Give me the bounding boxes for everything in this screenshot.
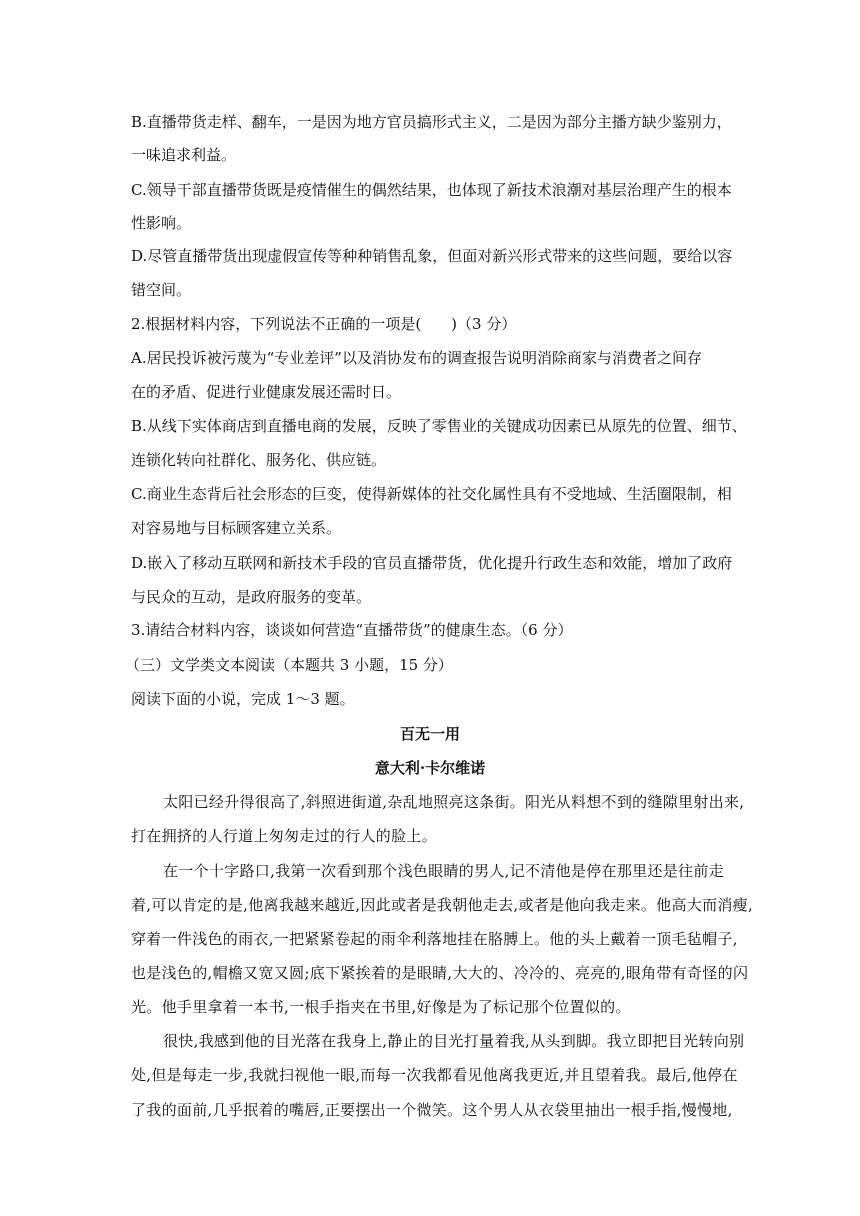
q1-option-b-line-2: 一味追求利益。	[131, 146, 237, 164]
story-p2-line-3: 穿着一件浅色的雨衣,一把紧紧卷起的雨伞利落地挂在胳膊上。他的头上戴着一顶毛毡帽子,	[131, 930, 738, 948]
q2-option-a-line-2: 在的矛盾、促进行业健康发展还需时日。	[131, 383, 402, 401]
q2-option-a-line-1: A.居民投诉被污蔑为“专业差评”以及消协发布的调查报告说明消除商家与消费者之间存	[131, 349, 702, 367]
q2-option-d-line-2: 与民众的互动，是政府服务的变革。	[131, 588, 372, 606]
q2-option-d-line-1: D.嵌入了移动互联网和新技术手段的官员直播带货，优化提升行政生态和效能，增加了政府	[131, 554, 733, 572]
story-p1-line-1: 太阳已经升得很高了,斜照进街道,杂乱地照亮这条街。阳光从料想不到的缝隙里射出来,	[163, 793, 745, 811]
story-author: 意大利·卡尔维诺	[374, 759, 486, 777]
q1-option-d-line-1: D.尽管直播带货出现虚假宣传等种种销售乱象，但面对新兴形式带来的这些问题，要给以容	[131, 247, 733, 265]
q1-option-c-line-2: 性影响。	[131, 214, 192, 232]
story-p3-line-3: 了我的面前,几乎抿着的嘴唇,正要摆出一个微笑。这个男人从衣袋里抽出一根手指,慢慢地,	[131, 1101, 733, 1119]
story-p2-line-2: 着,可以肯定的是,他离我越来越近,因此或者是我朝他走去,或者是他向我走来。他高大而消瘦,	[131, 896, 754, 914]
q1-option-c-line-1: C.领导干部直播带货既是疫情催生的偶然结果，也体现了新技术浪潮对基层治理产生的根本	[131, 181, 732, 199]
q2-option-c-line-2: 对容易地与目标顾客建立关系。	[131, 519, 342, 537]
q2-stem: 2.根据材料内容，下列说法不正确的一项是( )（3 分）	[131, 315, 517, 333]
story-p3-line-2: 处,但是每走一步,我就扫视他一眼,而每一次我都看见他离我更近,并且望着我。最后,他停在	[131, 1066, 738, 1084]
section-title: （三）文学类文本阅读（本题共 3 小题，15 分）	[125, 656, 453, 674]
q2-option-b-line-2: 连锁化转向社群化、服务化、供应链。	[131, 451, 387, 469]
story-p2-line-5: 光。他手里拿着一本书,一根手指夹在书里,好像是为了标记那个位置似的。	[131, 998, 631, 1016]
q1-option-d-line-2: 错空间。	[131, 281, 192, 299]
story-p1-line-2: 打在拥挤的人行道上匆匆走过的行人的脸上。	[131, 827, 438, 845]
q2-option-b-line-1: B.从线下实体商店到直播电商的发展，反映了零售业的关键成功因素已从原先的位置、细节、	[131, 417, 747, 435]
story-title: 百无一用	[399, 725, 460, 743]
story-p2-line-4: 也是浅色的,帽檐又宽又圆;底下紧挨着的是眼睛,大大的、冷冷的、亮亮的,眼角带有奇怪的闪	[131, 964, 749, 982]
reading-instruction: 阅读下面的小说，完成 1～3 题。	[131, 690, 355, 708]
story-p3-line-1: 很快,我感到他的目光落在我身上,静止的目光打量着我,从头到脚。我立即把目光转向别	[163, 1032, 745, 1050]
q2-option-c-line-1: C.商业生态背后社会形态的巨变，使得新媒体的社交化属性具有不受地域、生活圈限制，相	[131, 485, 732, 503]
q3-stem: 3.请结合材料内容，谈谈如何营造“直播带货”的健康生态。（6 分）	[131, 621, 573, 639]
story-p2-line-1: 在一个十字路口,我第一次看到那个浅色眼睛的男人,记不清他是停在那里还是往前走	[163, 862, 724, 880]
q1-option-b-line-1: B.直播带货走样、翻车，一是因为地方官员搞形式主义，二是因为部分主播方缺少鉴别力，	[131, 113, 732, 131]
